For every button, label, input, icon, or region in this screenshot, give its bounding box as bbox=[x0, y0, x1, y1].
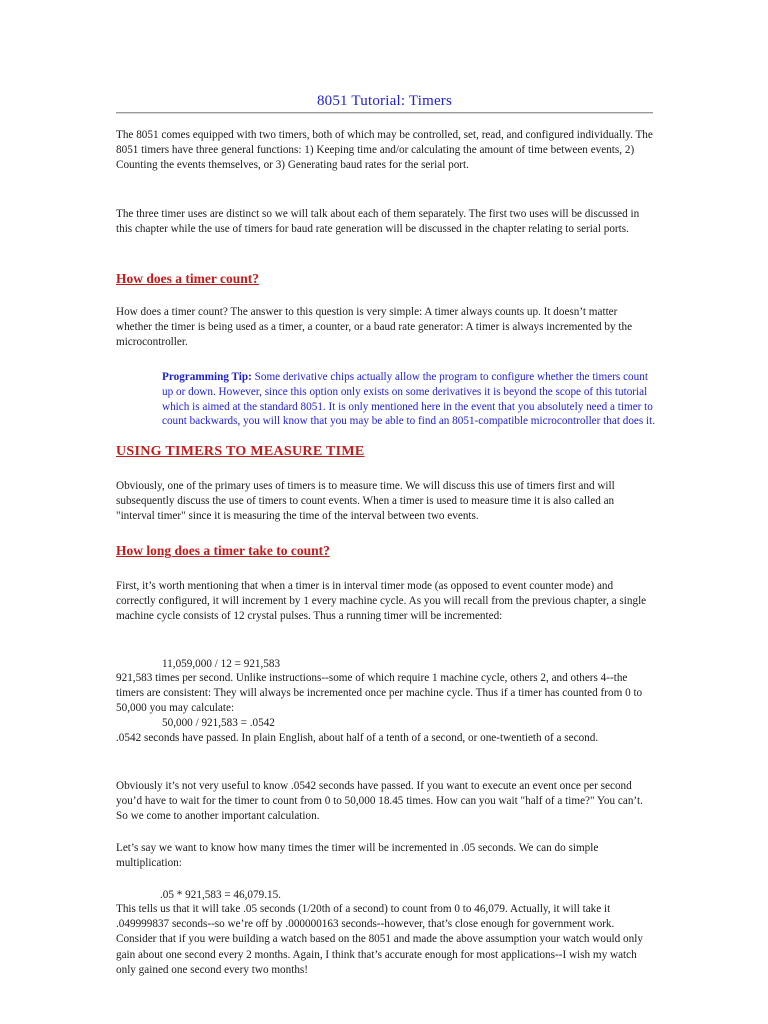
heading-how-long-count: How long does a timer take to count? bbox=[116, 543, 330, 558]
programming-tip-label: Programming Tip: bbox=[162, 371, 252, 383]
equation-3: .05 * 921,583 = 46,079.15. bbox=[160, 889, 281, 901]
long-paragraph-5: Let’s say we want to know how many times the timer will be incremented in .05 seconds. We can do simple multiplication: bbox=[116, 842, 599, 870]
count-paragraph-1: How does a timer count? The answer to this question is very simple: A timer always counts up. It doesn’t matter whether the timer is being used as a timer, a counter, or a baud rate generator: A timer is always incremented by the microcontroller. bbox=[116, 306, 633, 349]
long-paragraph-4: Obviously it’s not very useful to know .0542 seconds have passed. If you want to execute an event once per second you’d have to wait for the timer to count from 0 to 50,000 18.45 times. How can you wait "half of a time?" You can’t. So we come to another important calculation. bbox=[116, 780, 643, 823]
long-paragraph-2: 921,583 times per second. Unlike instructions--some of which require 1 machine cycle, others 2, and others 4--the timers are consistent: They will always be incremented once per machine cycle. Thus if a timer has counted from 0 to 50,000 you may calculate: bbox=[116, 672, 643, 715]
page-title: 8051 Tutorial: Timers bbox=[316, 93, 453, 109]
heading-how-does-timer-count: How does a timer count? bbox=[116, 271, 259, 286]
heading-measure-time: USING TIMERS TO MEASURE TIME bbox=[116, 444, 365, 459]
title-divider bbox=[116, 112, 653, 114]
long-paragraph-3: .0542 seconds have passed. In plain English, about half of a tenth of a second, or one-twentieth of a second. bbox=[116, 732, 599, 744]
programming-tip-text: Some derivative chips actually allow the program to configure whether the timers count up or down. However, since this option only exists on some derivatives it is beyond the scope of this tutorial which is aimed at the standard 8051. It is only mentioned here in the event that you absolutely need a timer to count backwards, you will know that you may be able to find an 8051-compatible microcontroller that does it. bbox=[162, 371, 656, 428]
equation-1: 11,059,000 / 12 = 921,583 bbox=[162, 658, 281, 670]
intro-paragraph-2: The three timer uses are distinct so we will talk about each of them separately. The first two uses will be discussed in this chapter while the use of timers for baud rate generation will be discussed in the chapter relating to serial ports. bbox=[116, 208, 640, 236]
measure-paragraph-1: Obviously, one of the primary uses of timers is to measure time. We will discuss this use of timers first and will subsequently discuss the use of timers to count events. When a timer is used to measure time it is also called an "interval timer" since it is measuring the time of the interval between two events. bbox=[116, 480, 615, 523]
long-paragraph-6: This tells us that it will take .05 seconds (1/20th of a second) to count from 0 to 46,079. Actually, it will take it .049999837 seconds--so we’re off by .000000163 seconds--however, that’s close enough for government work. Consider that if you were building a watch based on the 8051 and made the above assumption your watch would only gain about one second every 2 months. Again, I think that’s accurate enough for most applications--I wish my watch only gained one second every two months! bbox=[116, 903, 643, 976]
programming-tip bbox=[162, 370, 656, 429]
equation-2: 50,000 / 921,583 = .0542 bbox=[162, 717, 275, 729]
long-paragraph-1: First, it’s worth mentioning that when a timer is in interval timer mode (as opposed to event counter mode) and correctly configured, it will increment by 1 every machine cycle. As you will recall from the previous chapter, a single machine cycle consists of 12 crystal pulses. Thus a running timer will be incremented: bbox=[116, 580, 647, 623]
intro-paragraph-1: The 8051 comes equipped with two timers, both of which may be controlled, set, read, and configured individually. The 8051 timers have three general functions: 1) Keeping time and/or calculating the amount of time between events, 2) Counting the events themselves, or 3) Generating baud rates for the serial port. bbox=[116, 129, 653, 172]
